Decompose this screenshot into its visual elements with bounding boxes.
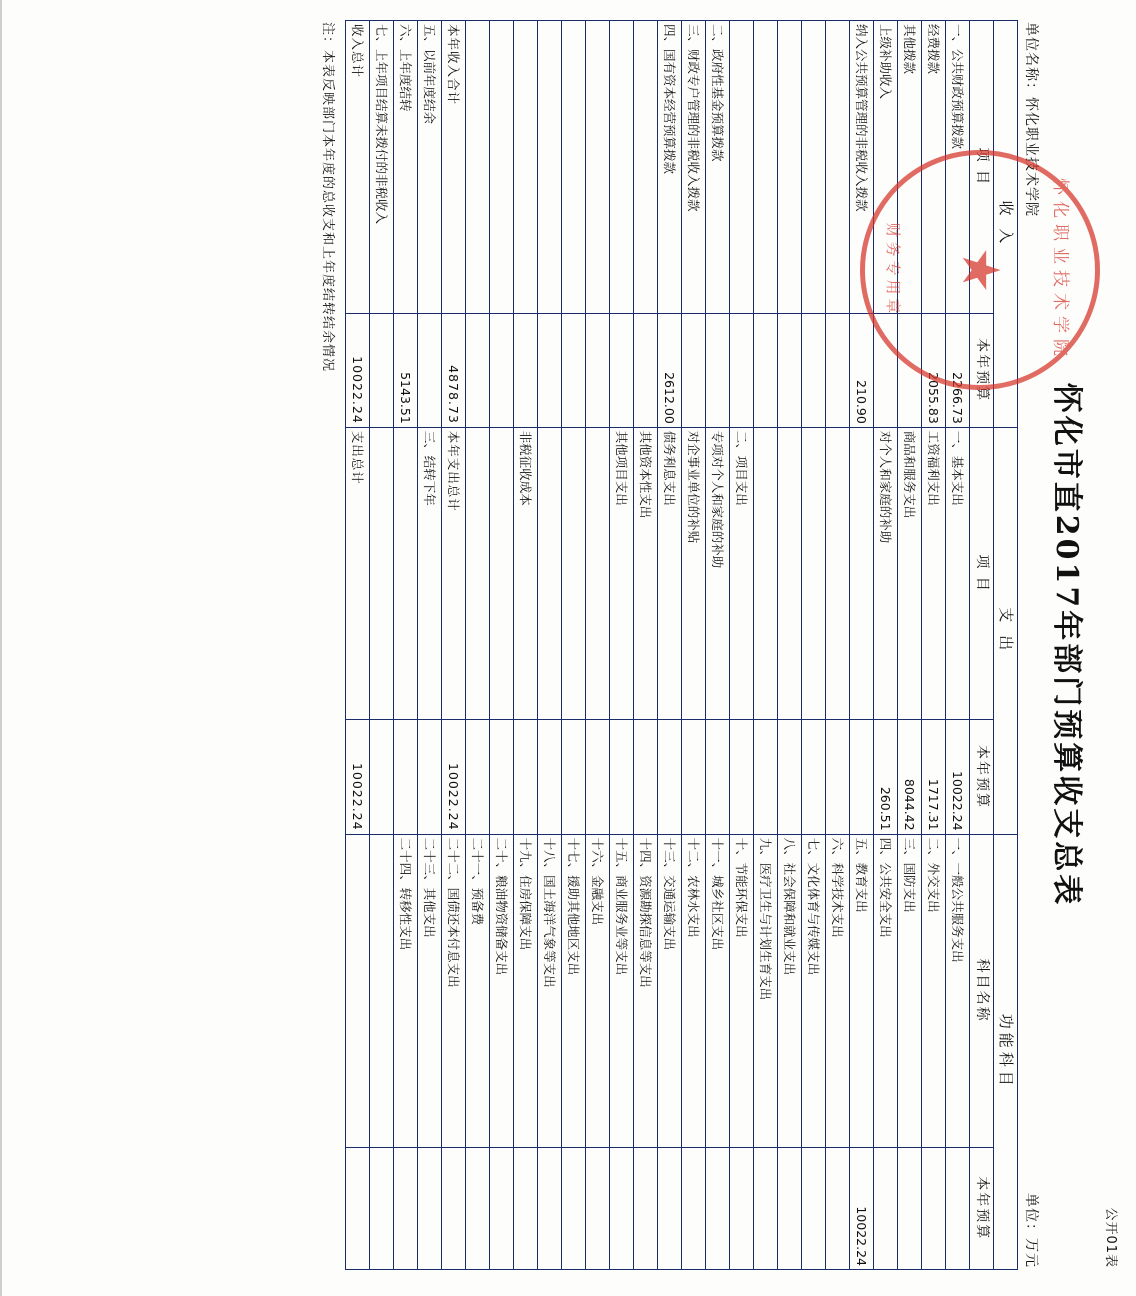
expense-value-cell [562, 720, 586, 834]
expense-item-cell: 三、结转下年 [418, 427, 442, 720]
function-name-cell: 三、国防支出 [898, 834, 922, 1147]
income-item-cell [826, 21, 850, 314]
table-row [802, 21, 826, 1270]
income-value-cell [898, 313, 922, 427]
expense-value-cell [394, 720, 418, 834]
table-row [442, 21, 466, 1270]
seal-bottom-text: 财务专用章 [884, 222, 902, 318]
expense-value-cell [826, 720, 850, 834]
function-name-cell: 十三、交通运输支出 [658, 834, 682, 1147]
expense-value-cell: 10022.24 [442, 720, 466, 834]
expense-item-cell: 支出总计 [346, 427, 370, 720]
expense-item-cell [826, 427, 850, 720]
income-item-cell: 二、政府性基金预算拨款 [706, 21, 730, 314]
table-row [562, 21, 586, 1270]
income-value-cell [874, 313, 898, 427]
income-value-cell [802, 313, 826, 427]
expense-item-cell: 一、基本支出 [946, 427, 970, 720]
function-value-cell [538, 1147, 562, 1269]
income-item-cell: 七、上年项目结算未拨付的非税收入 [370, 21, 394, 314]
income-value-cell: 2266.73 [946, 313, 970, 427]
function-name-header: 科目名称 [970, 834, 994, 1147]
expense-value-cell [634, 720, 658, 834]
expense-item-cell: 债务利息支出 [658, 427, 682, 720]
table-row [946, 21, 970, 1270]
function-value-cell [610, 1147, 634, 1269]
table-column-header-row [970, 21, 994, 1270]
income-budget-header: 本年预算 [970, 313, 994, 427]
function-value-cell [802, 1147, 826, 1269]
expense-value-cell [370, 720, 394, 834]
expense-item-cell: 工资福利支出 [922, 427, 946, 720]
function-value-cell [586, 1147, 610, 1269]
function-name-cell: 二十、粮油物资储备支出 [490, 834, 514, 1147]
income-value-cell [730, 313, 754, 427]
table-body [346, 21, 970, 1270]
table-row [778, 21, 802, 1270]
income-value-cell [514, 313, 538, 427]
table-row [874, 21, 898, 1270]
expense-value-cell [490, 720, 514, 834]
income-value-cell [370, 313, 394, 427]
function-name-cell: 七、文化体育与传媒支出 [802, 834, 826, 1147]
table-row [850, 21, 874, 1270]
function-value-cell: 10022.24 [850, 1147, 874, 1269]
function-value-cell [778, 1147, 802, 1269]
table-row [754, 21, 778, 1270]
income-value-cell: 210.90 [850, 313, 874, 427]
budget-table [345, 20, 1018, 1270]
expense-value-cell [658, 720, 682, 834]
expense-item-cell [850, 427, 874, 720]
expense-value-cell: 260.51 [874, 720, 898, 834]
income-item-cell: 收入总计 [346, 21, 370, 314]
income-item-cell: 上级补助收入 [874, 21, 898, 314]
function-group-header: 功能科目 [994, 834, 1018, 1269]
expense-value-cell: 1717.31 [922, 720, 946, 834]
income-value-cell [682, 313, 706, 427]
function-value-cell [946, 1147, 970, 1269]
income-value-cell [706, 313, 730, 427]
expense-item-cell: 非税征收成本 [514, 427, 538, 720]
function-value-cell [442, 1147, 466, 1269]
table-row [706, 21, 730, 1270]
function-budget-header: 本年预算 [970, 1147, 994, 1269]
income-item-cell: 三、财政专户管理的非税收入拨款 [682, 21, 706, 314]
function-value-cell [394, 1147, 418, 1269]
expense-value-cell: 10022.24 [346, 720, 370, 834]
income-value-cell: 5143.51 [394, 313, 418, 427]
income-value-cell: 2055.83 [922, 313, 946, 427]
income-value-cell: 2612.00 [658, 313, 682, 427]
footnote: 注：本表反映部门本年度的总收支和上年度结转结余情况 [320, 22, 335, 373]
expense-item-cell: 商品和服务支出 [898, 427, 922, 720]
function-name-cell: 六、科学技术支出 [826, 834, 850, 1147]
function-value-cell [490, 1147, 514, 1269]
function-value-cell [706, 1147, 730, 1269]
expense-value-cell [778, 720, 802, 834]
table-row [514, 21, 538, 1270]
income-item-cell: 六、上年度结转 [394, 21, 418, 314]
expense-value-cell [682, 720, 706, 834]
function-name-cell: 十七、援助其他地区支出 [562, 834, 586, 1147]
function-name-cell: 十八、国土海洋气象等支出 [538, 834, 562, 1147]
function-name-cell: 五、教育支出 [850, 834, 874, 1147]
function-name-cell: 八、社会保障和就业支出 [778, 834, 802, 1147]
expense-value-cell [730, 720, 754, 834]
table-row [826, 21, 850, 1270]
sub-header-row [1018, 20, 1042, 1270]
expense-value-cell [538, 720, 562, 834]
income-item-cell [538, 21, 562, 314]
income-value-cell: 10022.24 [346, 313, 370, 427]
expense-value-cell [754, 720, 778, 834]
table-row [418, 21, 442, 1270]
function-name-cell: 十二、农林水支出 [682, 834, 706, 1147]
income-item-cell [514, 21, 538, 314]
expense-item-cell [586, 427, 610, 720]
function-name-cell [346, 834, 370, 1147]
function-value-cell [682, 1147, 706, 1269]
income-item-cell [778, 21, 802, 314]
function-name-cell: 十五、商业服务业等支出 [610, 834, 634, 1147]
function-value-cell [466, 1147, 490, 1269]
function-name-cell: 二、外交支出 [922, 834, 946, 1147]
expense-value-cell [466, 720, 490, 834]
income-value-cell [634, 313, 658, 427]
function-name-cell: 二十四、转移性支出 [394, 834, 418, 1147]
expense-value-cell: 8044.42 [898, 720, 922, 834]
expense-item-cell [394, 427, 418, 720]
expense-item-cell [490, 427, 514, 720]
function-value-cell [826, 1147, 850, 1269]
function-value-cell [730, 1147, 754, 1269]
expense-value-cell [706, 720, 730, 834]
expense-value-cell [418, 720, 442, 834]
expense-item-cell: 对个人和家庭的补助 [874, 427, 898, 720]
income-value-cell [538, 313, 562, 427]
function-value-cell [370, 1147, 394, 1269]
table-row [394, 21, 418, 1270]
table-row [682, 21, 706, 1270]
function-name-cell: 十四、资源勘探信息等支出 [634, 834, 658, 1147]
income-item-cell [754, 21, 778, 314]
income-item-cell [634, 21, 658, 314]
income-item-cell: 经费拨款 [922, 21, 946, 314]
function-value-cell [346, 1147, 370, 1269]
function-name-cell: 二十一、预备费 [466, 834, 490, 1147]
form-number: 公开01表 [1103, 1207, 1118, 1268]
income-value-cell: 4878.73 [442, 313, 466, 427]
table-row [658, 21, 682, 1270]
table-row [490, 21, 514, 1270]
income-item-cell [562, 21, 586, 314]
function-value-cell [898, 1147, 922, 1269]
expense-item-cell [802, 427, 826, 720]
expense-item-cell: 二、项目支出 [730, 427, 754, 720]
table-row [922, 21, 946, 1270]
expense-budget-header: 本年预算 [970, 720, 994, 834]
income-value-cell [418, 313, 442, 427]
expense-item-cell: 本年支出总计 [442, 427, 466, 720]
income-value-cell [586, 313, 610, 427]
income-item-cell [490, 21, 514, 314]
table-row [466, 21, 490, 1270]
income-value-cell [778, 313, 802, 427]
function-name-cell: 二十二、国债还本付息支出 [442, 834, 466, 1147]
expense-value-cell [610, 720, 634, 834]
expense-value-cell: 10022.24 [946, 720, 970, 834]
function-value-cell [754, 1147, 778, 1269]
expense-group-header: 支 出 [994, 427, 1018, 834]
income-item-cell [466, 21, 490, 314]
function-value-cell [514, 1147, 538, 1269]
income-item-cell: 五、以前年度结余 [418, 21, 442, 314]
expense-item-cell: 其他资本性支出 [634, 427, 658, 720]
income-item-cell [586, 21, 610, 314]
income-item-cell: 其他拨款 [898, 21, 922, 314]
function-name-cell: 一、一般公共服务支出 [946, 834, 970, 1147]
expense-item-header: 项 目 [970, 427, 994, 720]
expense-item-cell [778, 427, 802, 720]
expense-value-cell [586, 720, 610, 834]
function-name-cell [370, 834, 394, 1147]
income-item-cell: 本年收入合计 [442, 21, 466, 314]
function-value-cell [922, 1147, 946, 1269]
table-row [610, 21, 634, 1270]
expense-item-cell: 专项对个人和家庭的补助 [706, 427, 730, 720]
seal-top-text: 怀化职业技术学院 [1050, 178, 1070, 362]
top-line [1096, 20, 1122, 1270]
income-item-cell: 纳入公共预算管理的非税收入拨款 [850, 21, 874, 314]
function-name-cell: 九、医疗卫生与计划生育支出 [754, 834, 778, 1147]
expense-item-cell [562, 427, 586, 720]
function-value-cell [418, 1147, 442, 1269]
table-group-header-row [994, 21, 1018, 1270]
page-title: 怀化市直2017年部门预算收支总表 [1049, 382, 1084, 908]
table-row [730, 21, 754, 1270]
expense-item-cell [538, 427, 562, 720]
table-row [586, 21, 610, 1270]
function-name-cell: 十、节能环保支出 [730, 834, 754, 1147]
function-name-cell: 十一、城乡社区支出 [706, 834, 730, 1147]
income-value-cell [562, 313, 586, 427]
income-item-cell [802, 21, 826, 314]
unit-name: 单位名称：怀化职业技术学院 [1023, 22, 1039, 217]
function-name-cell: 十九、住房保障支出 [514, 834, 538, 1147]
income-item-header: 项 目 [970, 21, 994, 314]
table-row [538, 21, 562, 1270]
function-value-cell [658, 1147, 682, 1269]
table-row [370, 21, 394, 1270]
table-row [634, 21, 658, 1270]
income-item-cell [730, 21, 754, 314]
income-value-cell [466, 313, 490, 427]
expense-item-cell [754, 427, 778, 720]
function-value-cell [874, 1147, 898, 1269]
function-name-cell: 十六、金融支出 [586, 834, 610, 1147]
expense-item-cell: 其他项目支出 [610, 427, 634, 720]
function-name-cell: 四、公共安全支出 [874, 834, 898, 1147]
expense-value-cell [514, 720, 538, 834]
expense-value-cell [802, 720, 826, 834]
income-item-cell: 一、公共财政预算拨款 [946, 21, 970, 314]
expense-item-cell [466, 427, 490, 720]
unit-measure: 单位：万元 [1023, 1193, 1039, 1268]
income-item-cell: 四、国有资本经营预算拨款 [658, 21, 682, 314]
income-value-cell [490, 313, 514, 427]
income-value-cell [826, 313, 850, 427]
expense-item-cell: 对企事业单位的补贴 [682, 427, 706, 720]
expense-value-cell [850, 720, 874, 834]
table-row [898, 21, 922, 1270]
income-value-cell [754, 313, 778, 427]
expense-item-cell [370, 427, 394, 720]
star-icon: ★ [950, 246, 1010, 294]
function-name-cell: 二十三、其他支出 [418, 834, 442, 1147]
table-row [346, 21, 370, 1270]
income-item-cell [610, 21, 634, 314]
income-value-cell [610, 313, 634, 427]
function-value-cell [634, 1147, 658, 1269]
income-group-header: 收 入 [994, 21, 1018, 428]
function-value-cell [562, 1147, 586, 1269]
